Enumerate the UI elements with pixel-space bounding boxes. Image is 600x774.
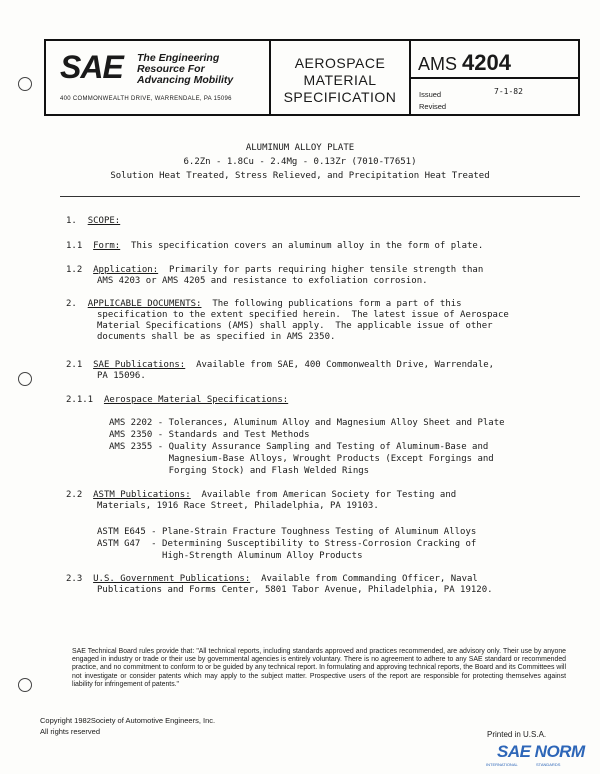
ams-list-item: AMS 2350 - Standards and Test Methods — [109, 430, 310, 440]
section-2-line: Material Specifications (AMS) shall apply. The applicable issue of other — [97, 321, 493, 331]
punch-hole — [18, 372, 32, 386]
sae-notice: SAE Technical Board rules provide that: "All technical reports, including standards approved and practices recommended, are advisory only. Their use by anyone engaged in industry or trade or their use by governmental agencies is entirely voluntary. There is no agreement to adhere to any SAE standard or recommended practice, and no commitment to conform to or be guided by any technical report. In formulating and approving technical reports, the Board and its Committees will not investigate or consider patents which may apply to the subject matter. Prospective users of the report are responsible for protecting themselves against liability for infringement of patents." — [72, 648, 566, 688]
ams-number: AMS 4204 — [418, 50, 511, 75]
ams-list-item: Forging Stock) and Flash Welded Rings — [109, 466, 370, 476]
punch-hole — [18, 678, 32, 692]
section-2-1: 2.1 SAE Publications: Available from SAE, 400 Commonwealth Drive, Warrendale, — [66, 360, 495, 370]
revised-label: Revised — [419, 102, 447, 111]
issued-label: Issued — [419, 90, 442, 99]
section-2: 2. APPLICABLE DOCUMENTS: The following publications form a part of this — [66, 299, 462, 309]
section-2-line: specification to the extent specified herein. The latest issue of Aerospace — [97, 310, 509, 320]
watermark: SAE NORM — [497, 742, 585, 761]
ams-list-item: AMS 2202 - Tolerances, Aluminum Alloy and Magnesium Alloy Sheet and Plate — [109, 418, 505, 428]
astm-list-item: ASTM E645 - Plane-Strain Fracture Toughness Testing of Aluminum Alloys — [97, 527, 477, 537]
section-2-3: 2.3 U.S. Government Publications: Available from Commanding Officer, Naval — [66, 574, 478, 584]
address: 400 COMMONWEALTH DRIVE, WARRENDALE, PA 15096 — [60, 96, 232, 102]
title-line-1: ALUMINUM ALLOY PLATE — [245, 143, 355, 153]
ams-list-item: AMS 2355 - Quality Assurance Sampling and Testing of Aluminum-Base and — [109, 442, 489, 452]
section-2-3-line: Publications and Forms Center, 5801 Tabor Avenue, Philadelphia, PA 19120. — [97, 585, 493, 595]
section-2-1-1: 2.1.1 Aerospace Material Specifications: — [66, 395, 289, 405]
astm-list-item: High-Strength Aluminum Alloy Products — [97, 551, 363, 561]
section-1-2: 1.2 Application: Primarily for parts requiring higher tensile strength than — [66, 265, 484, 275]
astm-list-item: ASTM G47 - Determining Susceptibility to Stress-Corrosion Cracking of — [97, 539, 477, 549]
issued-date: 7-1-82 — [494, 87, 523, 96]
watermark-right: STANDARDS — [536, 762, 561, 767]
printed-in: Printed in U.S.A. — [487, 730, 547, 739]
tagline: The Engineering Resource For Advancing Mobility — [137, 52, 234, 86]
watermark-left: INTERNATIONAL — [486, 762, 518, 767]
sae-logo: SAE — [60, 49, 123, 85]
ams-list-item: Magnesium-Base Alloys, Wrought Products (Except Forgings and — [109, 454, 494, 464]
section-1-1: 1.1 Form: This specification covers an aluminum alloy in the form of plate. — [66, 241, 484, 251]
section-2-2-line: Materials, 1916 Race Street, Philadelphia, PA 19103. — [97, 501, 379, 511]
rights: All rights reserved — [40, 727, 101, 736]
copyright: Copyright 1982Society of Automotive Engineers, Inc. — [40, 716, 216, 725]
header-box — [44, 39, 580, 116]
separator — [60, 196, 580, 197]
title-line-3: Solution Heat Treated, Stress Relieved, and Precipitation Heat Treated — [110, 171, 490, 181]
section-1: 1. SCOPE: — [66, 216, 121, 226]
title-line-2: 6.2Zn - 1.8Cu - 2.4Mg - 0.13Zr (7010-T7651) — [183, 157, 417, 167]
section-2-line: documents shall be as specified in AMS 2350. — [97, 332, 336, 342]
section-2-2: 2.2 ASTM Publications: Available from American Society for Testing and — [66, 490, 457, 500]
punch-hole — [18, 77, 32, 91]
section-2-1-line: PA 15096. — [97, 371, 146, 381]
spec-title: AEROSPACE MATERIAL SPECIFICATION — [283, 55, 397, 105]
section-1-2-line: AMS 4203 or AMS 4205 and resistance to exfoliation corrosion. — [97, 276, 428, 286]
